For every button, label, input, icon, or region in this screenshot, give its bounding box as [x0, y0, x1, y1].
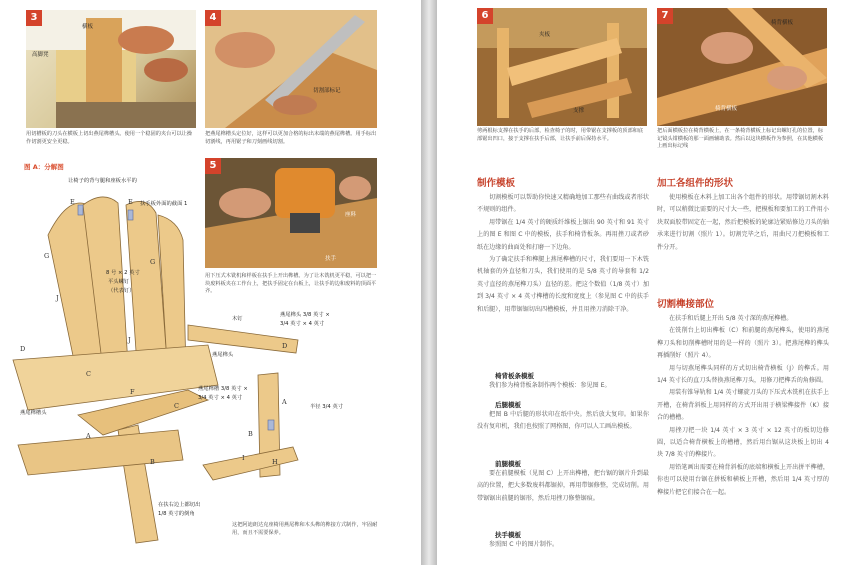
- part-letter: D: [282, 342, 288, 350]
- caption-photo-7: 把后面横板拉在椅背横板上，在一条椅背横板上标记出螺钉孔的位置，标记镜头钳横板的那一面画辅助表。然后以这块横板作为参照，在其他横板上画出标记线: [657, 128, 824, 149]
- paragraph: 在铣削台上切出榫板（C）和前腿的燕尾榫头，使用的燕尾榫刀头和切削榫槽时用的是一样的（照片 3）。把燕尾榫的榫头再插削好（照片 4）。: [657, 327, 829, 360]
- diagram-annotation: 燕尾榫槽 3/8 英寸 ×: [198, 386, 248, 392]
- diagram-label: 图 A：分解图: [24, 163, 64, 171]
- part-letter: A: [86, 432, 91, 440]
- photo-6-label: 支撑: [573, 108, 585, 114]
- subheading-rear-leg-template: 后腿模板: [495, 401, 521, 409]
- part-letter: I: [242, 454, 245, 462]
- caption-photo-4: 把燕尾榫槽头定位好，这样可以更加合格的标出末端的燕尾榫槽。用手标出切割线，再用锯子和刀刻画线切割。: [205, 131, 377, 145]
- photo-3-image: [26, 10, 196, 128]
- part-letter: F: [130, 388, 135, 396]
- part-letter: A: [282, 398, 287, 406]
- part-letter: C: [86, 370, 91, 378]
- left-page: [0, 0, 421, 565]
- diagram-annotation: 3/4 英寸 × 4 英寸: [280, 321, 325, 327]
- paragraph: 要在前腿模板（见图 C）上开出榫槽，把台锯的锯片升到最高的位置，把大多数废料都锯掉，再用带锯修整，完成切削。用带锯锯出前腿的锯形，然后用挫刀修整锯痕。: [477, 470, 649, 502]
- photo-5: [205, 158, 377, 268]
- heading-shape-parts: 加工各组件的形状: [657, 178, 734, 189]
- photo-4: [205, 10, 377, 128]
- caption-photo-5: 用下压式木铣机和样板在扶手上开出榫槽。为了让木铣机更平稳，可以把一块废料板夹在工作台上，把扶手固定在台板上，让扶手的边和废料的顶面平齐。: [205, 273, 377, 294]
- body-text: [477, 539, 649, 551]
- heading-make-template: 制作模板: [477, 178, 516, 189]
- part-letter: D: [20, 345, 26, 353]
- photo-3-label: 横板: [82, 24, 94, 30]
- caption-photo-6: 剪两根标支撑在扶手的后部，检查椅子的时，用带锯在支撑板的顶部和底部锯出凹口，接于支撑在扶手后部，让扶手前后保持水平。: [477, 128, 644, 142]
- photo-7: [657, 8, 827, 126]
- diagram-annotation: 平头螺钉: [108, 279, 130, 285]
- photo-6-label: 夹板: [539, 32, 551, 38]
- body-text: [657, 192, 829, 254]
- photo-number: 7: [657, 8, 673, 24]
- diagram-annotation: 让椅子的背与腿和座板水平的: [68, 178, 137, 184]
- diagram-caption: 这把阿迪朗达克座椅用燕尾榫和木头榫的榫接方式制作，牢固耐用，而且不需要保养。: [232, 522, 378, 536]
- photo-number: 3: [26, 10, 42, 26]
- part-letter: G: [150, 258, 156, 266]
- diagram-annotation: 燕尾榫头: [212, 352, 234, 358]
- photo-5-label: 座料: [345, 212, 357, 218]
- part-letter: J: [56, 294, 59, 302]
- photo-number: 5: [205, 158, 221, 174]
- part-letter: B: [150, 458, 155, 466]
- body-text: [657, 313, 829, 499]
- paragraph: 为了确定扶手和榫腿上燕尾榫槽的尺寸，我们要用一下木铣机轴套的外直径和刀头，我们使用的是 5/8 英寸的导套和 1/2 英寸直径的燕尾榫刀头）直径的差。把这个数值（1/8 英寸）加到 3/4 英寸 × 4 英寸榫槽的长度和宽度上（参见图 C 中的扶手和后腿），用带锯锯切出四槽模板，并且用挫刀消除干净。: [477, 256, 649, 313]
- paragraph: 使用模板在木料上加工出各个组件的形状。用带锯切割木料时，可以稍微比需要的尺寸大一些，把模板和要加工的工件用小块双面胶带固定在一起，然后把模板的轮廓边紧贴修边刀头的轴承来进行切割（照片 1）。切割完毕之后，用曲尺刀把模板和工件分开。: [657, 194, 829, 251]
- body-text: [477, 409, 649, 434]
- photo-7-image: [657, 8, 827, 126]
- diagram-annotation: 1/8 英寸的倒角: [158, 511, 195, 517]
- photo-3: [26, 10, 196, 128]
- photo-6-image: [477, 8, 647, 126]
- paragraph: 用与切燕尾榫头同样的方式切出椅背横板（J）的榫舌。用 1/4 英寸长的直刀头替换燕尾榫刀头，用修刀把榫舌的角修圆。: [657, 364, 829, 385]
- diagram-annotation: 燕尾榫头 3/8 英寸 ×: [280, 312, 330, 318]
- diagram-annotation: 8 号 × 2 英寸: [106, 270, 140, 276]
- photo-4-label: 切割部标记: [313, 88, 341, 94]
- photo-7-label: 椅背横板: [771, 20, 794, 26]
- paragraph: 切割模板可以帮助你快速又精确地加工那些有曲线或者形状不规则的组件。: [477, 194, 649, 214]
- diagram-annotation: 燕尾榫槽头: [20, 410, 47, 416]
- diagram-annotation: （代表钉）: [108, 288, 135, 294]
- paragraph: 用挫刀把一块 1/4 英寸 × 3 英寸 × 12 英寸的板切边修圆，以适合椅背横板上的槽槽，然后用台锯从这块板上切出 4 块 7/8 英寸的榫接片。: [657, 426, 829, 459]
- paragraph: 用铅笔画出需要在椅背斜板的底端和横板上开出拼平榫槽，你也可以使用台锯在拼板和横板上开槽，然后用 1/4 英寸厚的榫接片把它们接合在一起。: [657, 463, 829, 496]
- heading-cut-joinery: 切割榫接部位: [657, 299, 715, 310]
- book-gutter: [421, 0, 437, 565]
- diagram-annotation: 3/4 英寸 × 4 英寸: [198, 395, 243, 401]
- part-letter: H: [272, 458, 278, 466]
- right-page: [437, 0, 858, 565]
- paragraph: 把图 B 中后腿的形状印在纸中央。然后放大复印。如果你没有复印机，我们也按照了网格图，你可以人工画出模板。: [477, 411, 649, 431]
- body-text: [477, 468, 649, 505]
- photo-3-label: 高脚凳: [32, 52, 49, 58]
- part-letter: B: [248, 430, 253, 438]
- caption-photo-3: 用切槽板的刀头在横板上切出燕尾榫槽头。使用一个稳固的夹台可以让操作切割更安全更稳。: [26, 131, 193, 145]
- photo-4-image: [205, 10, 377, 128]
- paragraph: 参照图 C 中的图片制作。: [489, 541, 559, 548]
- paragraph: 我们参为椅背板条制作两个模板：参见图 E。: [489, 382, 611, 389]
- diagram-annotation: 扶手板外面的截面 1: [140, 201, 188, 207]
- part-letter: G: [44, 252, 50, 260]
- diagram-annotation: 在扶右边上都切出: [158, 502, 201, 508]
- body-text: [477, 192, 649, 316]
- body-text: [477, 380, 649, 392]
- subheading-slat-template: 椅背板条模板: [495, 372, 534, 380]
- photo-7-label: 椅背横板: [715, 106, 738, 112]
- photo-number: 4: [205, 10, 221, 26]
- paragraph: 在扶手和后腿上开出 5/8 英寸深的燕尾榫槽。: [669, 315, 793, 322]
- photo-6: [477, 8, 647, 126]
- part-letter: C: [174, 402, 179, 410]
- photo-number: 6: [477, 8, 493, 24]
- subheading-arm-template: 扶手模板: [495, 531, 521, 539]
- part-letter: J: [128, 336, 131, 344]
- paragraph: 用带锯在 1/4 英寸的硬质纤维板上锯出 90 英寸和 91 英寸上的图 E 和图 C 中的模板，扶手和椅背板条。再用挫刀或者砂纸在边缘的曲面处和打磨一下边角。: [477, 218, 649, 251]
- paragraph: 用装有锥导轨和 1/4 英寸螺旋刀头的下压式木铣机在扶手上开槽，在椅背斜板上用同样的方式开出用于横梁榫接件（K）接合的槽槽。: [657, 389, 829, 422]
- photo-5-label: 扶手: [325, 256, 337, 262]
- part-letter: E: [128, 198, 133, 206]
- subheading-front-leg-template: 前腿模板: [495, 460, 521, 468]
- diagram-annotation: 半径 3/4 英寸: [310, 404, 344, 410]
- diagram-annotation: 木钉: [232, 316, 243, 322]
- part-letter: E: [70, 198, 75, 206]
